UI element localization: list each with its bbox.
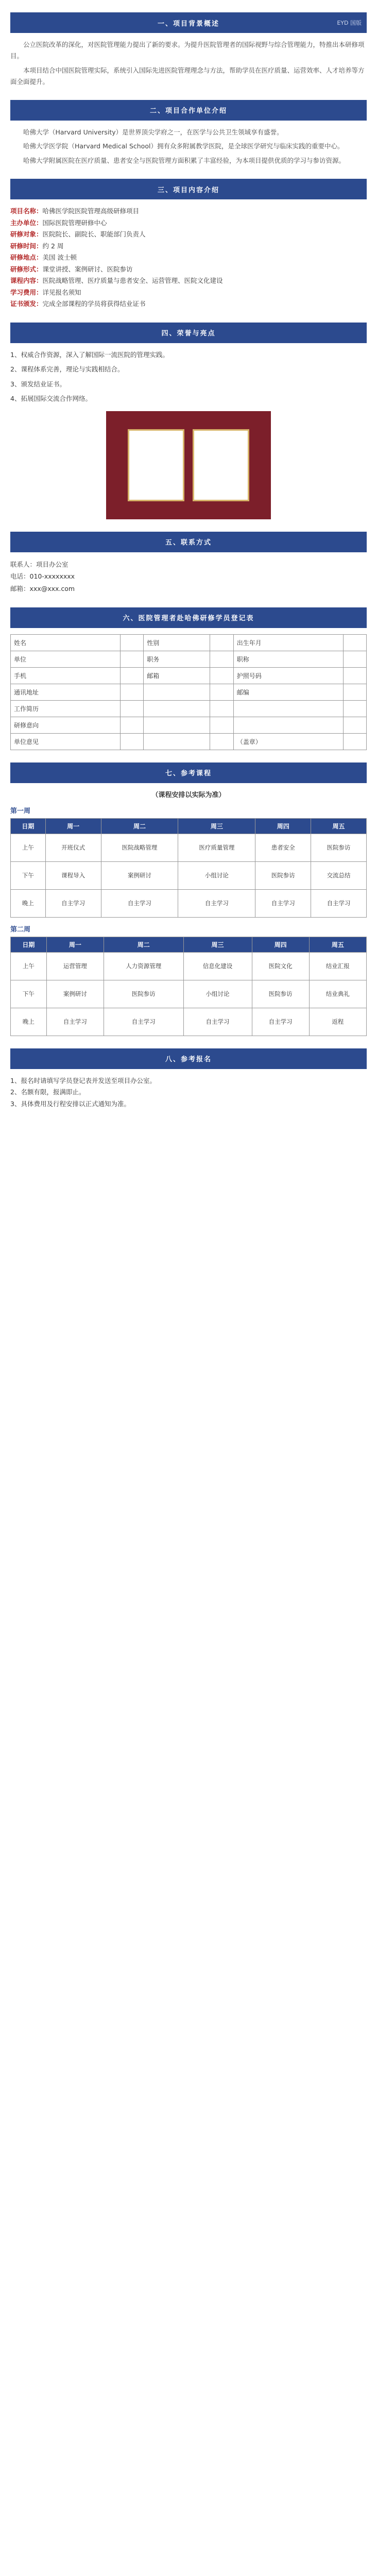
course-row: [11, 980, 367, 1008]
info-value: 课堂讲授、案例研讨、医院参访: [42, 265, 133, 273]
section-title: 七、参考课程: [165, 770, 212, 778]
course-cell: 下午: [11, 980, 47, 1008]
contact-line: 邮箱：xxx@xxx.com: [10, 585, 75, 593]
registration-value-cell[interactable]: [343, 667, 366, 684]
course-cell: 医院参访: [311, 834, 367, 861]
registration-row: [11, 733, 367, 750]
registration-value-cell[interactable]: [210, 684, 233, 700]
registration-row: [11, 700, 367, 717]
info-label: 研修对象：: [10, 230, 43, 239]
course-cell: 医院战略管理: [101, 834, 178, 861]
registration-row: [11, 717, 367, 733]
registration-value-cell[interactable]: [210, 700, 233, 717]
registration-label-cell: 单位意见: [11, 733, 121, 750]
course-cell: 上午: [11, 834, 46, 861]
course-cell: 结业典礼: [309, 980, 366, 1008]
registration-label-cell: 邮箱: [144, 667, 210, 684]
course-cell: 自主学习: [104, 1008, 184, 1036]
paragraph: 哈佛大学附属医院在医疗质量、患者安全与医院管理方面积累了丰富经验，为本项目提供优质的学习与参访资源。: [23, 157, 346, 165]
course-cell: 医院参访: [255, 861, 311, 889]
info-label: 研修时间：: [10, 242, 43, 250]
course-cell: 医院文化: [252, 952, 309, 980]
page: [0, 12, 377, 1130]
course-cell: 医疗质量管理: [178, 834, 255, 861]
registration-row: [11, 634, 367, 651]
info-label: 主办单位：: [10, 218, 43, 227]
registration-value-cell[interactable]: [210, 717, 233, 733]
list-item: 2、课程体系完善，理论与实践相结合。: [10, 365, 124, 374]
course-row: [11, 952, 367, 980]
course-cell: 自主学习: [46, 1008, 104, 1036]
paragraph: 本项目结合中国医院管理实际，系统引入国际先进医院管理理念与方法，帮助学员在医疗质量、运营效率、人才培养等方面全面提升。: [10, 66, 365, 86]
registration-label-cell: （盖章）: [233, 733, 343, 750]
info-label: 研修地点：: [10, 253, 43, 262]
registration-value-cell[interactable]: [210, 667, 233, 684]
course-header-cell: 周一: [46, 937, 104, 952]
registration-value-cell[interactable]: [120, 717, 143, 733]
registration-value-cell[interactable]: [120, 700, 143, 717]
info-label: 学习费用：: [10, 288, 43, 296]
course-header-cell: 周四: [255, 818, 311, 834]
course-table: [10, 818, 367, 918]
course-header-cell: 周二: [104, 937, 184, 952]
registration-value-cell[interactable]: [343, 733, 366, 750]
list-item: 3、颁发结业证书。: [10, 380, 66, 388]
registration-value-cell[interactable]: [120, 733, 143, 750]
watermark: EYD 国版: [337, 20, 362, 26]
info-value: 详见报名须知: [42, 288, 81, 296]
course-cell: 运营管理: [46, 952, 104, 980]
section-title: 一、项目背景概述: [157, 20, 219, 28]
course-header-cell: 日期: [11, 937, 47, 952]
registration-label-cell: [233, 717, 343, 733]
paragraph: 哈佛大学（Harvard University）是世界顶尖学府之一，在医学与公共卫生领域享有盛誉。: [23, 128, 283, 136]
registration-value-cell[interactable]: [343, 684, 366, 700]
registration-table: [10, 634, 367, 750]
info-label: 项目名称：: [10, 207, 43, 215]
registration-label-cell: 通讯地址: [11, 684, 121, 700]
course-header-cell: 日期: [11, 818, 46, 834]
course-cell: 自主学习: [183, 1008, 252, 1036]
course-row: [11, 889, 367, 917]
week-title: 第一周: [10, 807, 31, 815]
course-cell: 人力资源管理: [104, 952, 184, 980]
registration-label-cell: 职称: [233, 651, 343, 667]
notice-line: 1、报名时请填写学员登记表并发送至项目办公室。: [10, 1076, 156, 1084]
course-header-cell: 周三: [178, 818, 255, 834]
registration-row: [11, 684, 367, 700]
course-cell: 返程: [309, 1008, 366, 1036]
registration-value-cell[interactable]: [343, 700, 366, 717]
list-item: 1、权威合作资源，深入了解国际一流医院的管理实践。: [10, 350, 169, 359]
certificate-image: [193, 429, 249, 501]
course-cell: 晚上: [11, 1008, 47, 1036]
course-cell: 案例研讨: [101, 861, 178, 889]
section-banner-program: [10, 179, 367, 199]
registration-label-cell: 姓名: [11, 634, 121, 651]
course-cell: 医院参访: [104, 980, 184, 1008]
section-title: 三、项目内容介绍: [157, 186, 219, 194]
course-table: [10, 937, 367, 1036]
registration-label-cell: 性别: [144, 634, 210, 651]
section-banner-highlights: [10, 323, 367, 343]
registration-label-cell: 手机: [11, 667, 121, 684]
registration-label-cell: 单位: [11, 651, 121, 667]
course-row: [11, 1008, 367, 1036]
info-value: 美国 波士顿: [42, 253, 77, 262]
registration-label-cell: 职务: [144, 651, 210, 667]
list-item: 4、拓展国际交流合作网络。: [10, 395, 92, 403]
registration-value-cell[interactable]: [210, 651, 233, 667]
notice-line: 3、具体费用及行程安排以正式通知为准。: [10, 1099, 130, 1108]
certificate-photo: [106, 411, 271, 519]
registration-value-cell[interactable]: [120, 634, 143, 651]
registration-label-cell: 邮编: [233, 684, 343, 700]
registration-value-cell[interactable]: [120, 651, 143, 667]
course-cell: 患者安全: [255, 834, 311, 861]
section-title: 五、联系方式: [165, 539, 212, 547]
registration-value-cell[interactable]: [210, 634, 233, 651]
registration-label-cell: [144, 717, 210, 733]
course-cell: 自主学习: [255, 889, 311, 917]
course-header-cell: 周一: [45, 818, 101, 834]
course-cell: 自主学习: [45, 889, 101, 917]
registration-value-cell[interactable]: [120, 684, 143, 700]
info-value: 医院战略管理、医疗质量与患者安全、运营管理、医院文化建设: [42, 277, 223, 285]
contact-line: 电话：010-xxxxxxxx: [10, 572, 75, 581]
course-row: [11, 834, 367, 861]
info-label: 课程内容：: [10, 277, 43, 285]
registration-label-cell: [233, 700, 343, 717]
contact-line: 联系人：项目办公室: [10, 560, 68, 568]
course-header-cell: 周四: [252, 937, 309, 952]
registration-label-cell: [144, 733, 210, 750]
registration-label-cell: 研修意向: [11, 717, 121, 733]
info-value: 医院院长、副院长、职能部门负责人: [42, 230, 146, 239]
registration-label-cell: [144, 700, 210, 717]
registration-label-cell: 出生年月: [233, 634, 343, 651]
course-cell: 自主学习: [101, 889, 178, 917]
registration-value-cell[interactable]: [343, 651, 366, 667]
course-header-cell: 周三: [183, 937, 252, 952]
course-cell: 开班仪式: [45, 834, 101, 861]
course-cell: 交流总结: [311, 861, 367, 889]
section-banner-partners: [10, 100, 367, 121]
course-cell: 自主学习: [252, 1008, 309, 1036]
course-cell: 信息化建设: [183, 952, 252, 980]
section-title: 八、参考报名: [165, 1056, 212, 1064]
registration-value-cell[interactable]: [343, 634, 366, 651]
course-cell: 结业汇报: [309, 952, 366, 980]
course-cell: 下午: [11, 861, 46, 889]
section-banner-registration: [10, 607, 367, 628]
registration-label-cell: 工作简历: [11, 700, 121, 717]
course-cell: 自主学习: [178, 889, 255, 917]
course-cell: 小组讨论: [183, 980, 252, 1008]
info-value: 哈佛医学院医院管理高级研修项目: [42, 207, 140, 215]
course-cell: 小组讨论: [178, 861, 255, 889]
certificate-image: [128, 429, 184, 501]
section-banner-courses: [10, 762, 367, 783]
course-cell: 医院参访: [252, 980, 309, 1008]
info-value: 完成全部课程的学员将获得结业证书: [42, 300, 146, 308]
info-value: 约 2 周: [42, 242, 64, 250]
course-header-cell: 周二: [101, 818, 178, 834]
section-banner-overview: [10, 12, 367, 33]
section-title: 六、医院管理者赴哈佛研修学员登记表: [123, 615, 254, 623]
course-header-cell: 周五: [311, 818, 367, 834]
section-banner-contact: [10, 532, 367, 552]
notice-line: 2、名额有限，报满即止。: [10, 1088, 85, 1096]
registration-label-cell: 护照号码: [233, 667, 343, 684]
registration-value-cell[interactable]: [343, 717, 366, 733]
paragraph: 公立医院改革的深化，对医院管理能力提出了新的要求。为提升医院管理者的国际视野与综合管理能力，特推出本研修项目。: [10, 41, 365, 60]
program-info: [10, 206, 367, 310]
courses-note: （课程安排以实际为准）: [151, 791, 226, 799]
info-label: 证书颁发：: [10, 300, 43, 308]
registration-value-cell[interactable]: [120, 667, 143, 684]
info-label: 研修形式：: [10, 265, 43, 273]
registration-label-cell: [144, 684, 210, 700]
course-header-cell: 周五: [309, 937, 366, 952]
info-value: 国际医院管理研修中心: [42, 218, 107, 227]
course-cell: 课程导入: [45, 861, 101, 889]
course-cell: 上午: [11, 952, 47, 980]
course-weeks: [10, 805, 367, 1036]
course-cell: 自主学习: [311, 889, 367, 917]
paragraph: 哈佛大学医学院（Harvard Medical School）拥有众多附属教学医院，是全球医学研究与临床实践的重要中心。: [23, 142, 344, 150]
course-cell: 案例研讨: [46, 980, 104, 1008]
course-cell: 晚上: [11, 889, 46, 917]
section-banner-notice: [10, 1048, 367, 1069]
section-title: 二、项目合作单位介绍: [149, 107, 227, 115]
week-title: 第二周: [10, 925, 31, 934]
registration-row: [11, 651, 367, 667]
course-row: [11, 861, 367, 889]
registration-row: [11, 667, 367, 684]
section-title: 四、荣誉与亮点: [161, 330, 216, 338]
registration-value-cell[interactable]: [210, 733, 233, 750]
